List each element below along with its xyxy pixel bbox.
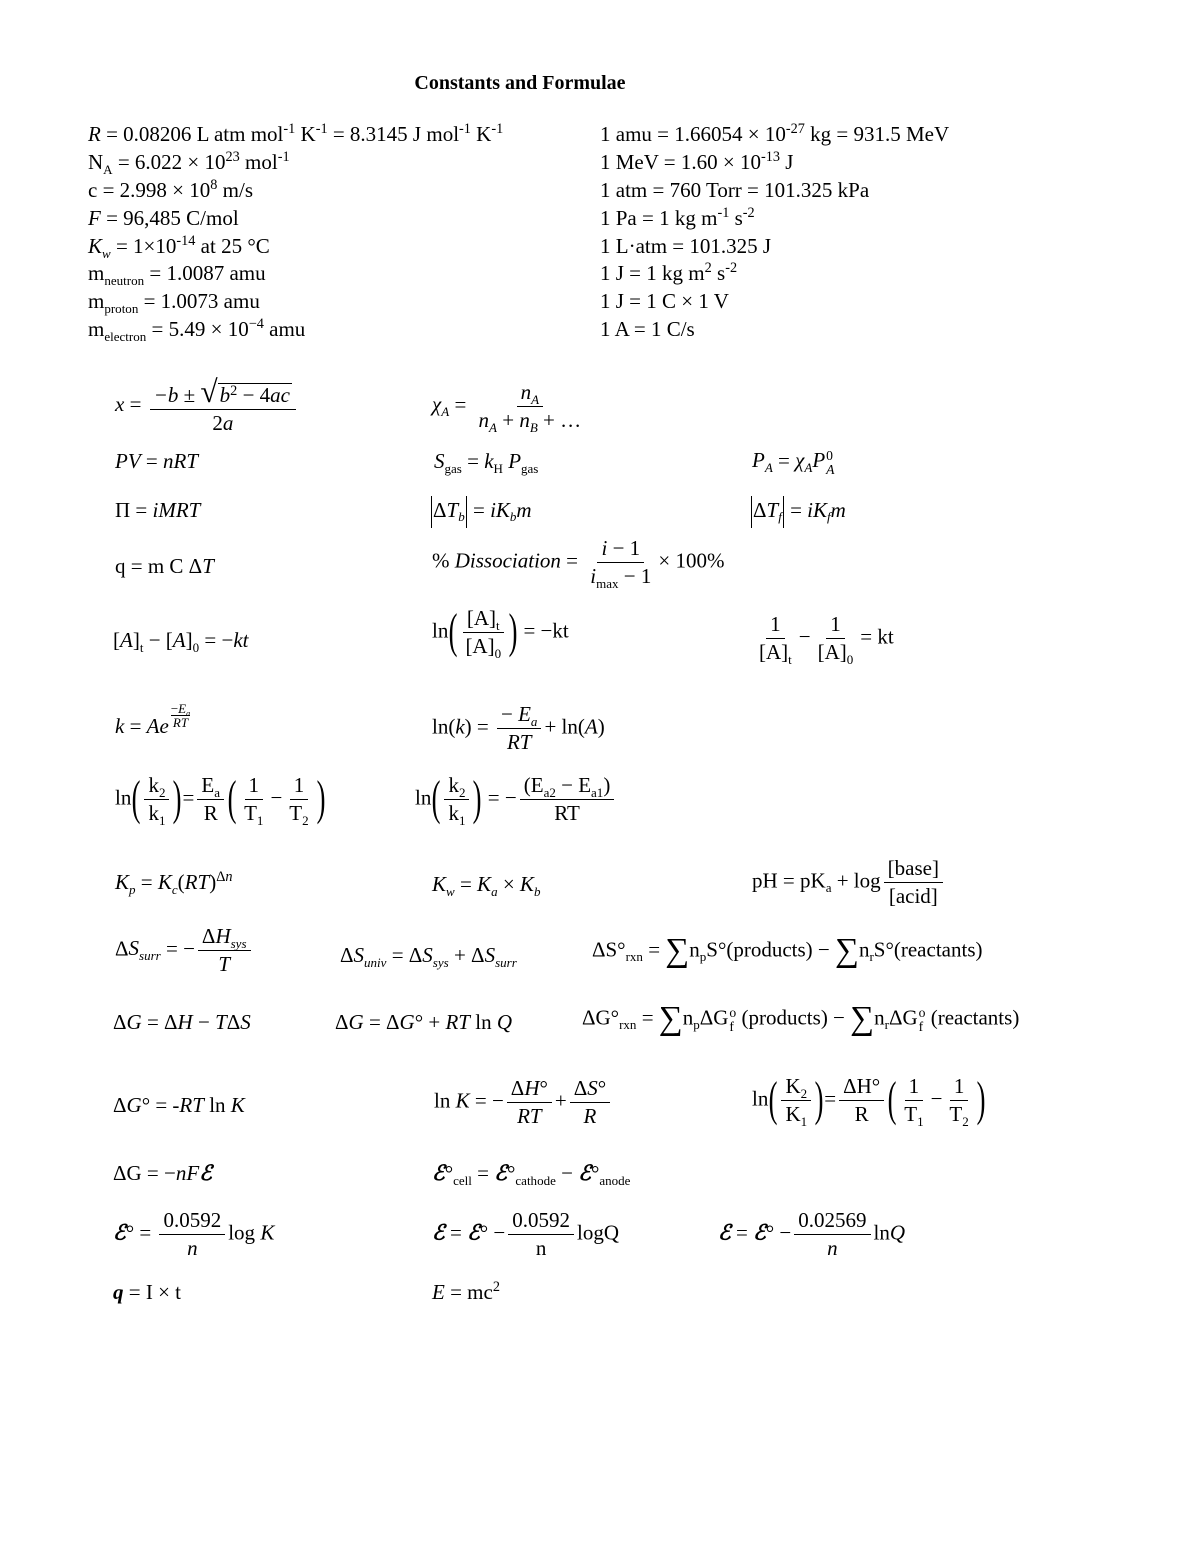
formula-two-point-arrhenius: ln( $\frac{k_2}{k_1}$ )= $\frac{E_a}{R}$ ( $\frac{1}{T_1}$ − $\frac{1}{T_2}$ ) (115, 772, 326, 828)
constant-proton-mass: $m_{proton} = 1.0073$ amu (88, 289, 260, 316)
formula-osmotic-pressure: Π = iMRT (115, 498, 201, 522)
formula-second-order: $\frac{1}{[A]_t}$ − $\frac{1}{[A]_0}$ = kt (759, 612, 894, 667)
formula-nernst-ln: ℰ = ℰ° − $\frac{0.02569}{n}$ lnQ (718, 1208, 906, 1260)
constant-kw: $K_w = 1\times 10^{-14}$ at 25 °C (88, 233, 270, 261)
constant-joule-cv: 1 J = 1 C × 1 V (600, 289, 729, 313)
formula-gibbs-k: ΔG° = -RT ln K (113, 1093, 245, 1117)
formula-van-t-hoff-two-point: ln( $\frac{K_2}{K_1}$ )= $\frac{\Delta H^\circ}{R}$ ( $\frac{1}{T_1}$ − $\frac{1}{T_2}$ ) (752, 1073, 986, 1129)
constant-joule: 1 J = 1 kg $m^2$ $s^{-2}$ (600, 260, 738, 285)
formula-heat: q = m C ΔT (115, 554, 214, 578)
formula-entropy-reaction: $\Delta S^\circ_{rxn}$ = $\sum n_pS^\circ(products)$ − $\sum n_rS^\circ(reactants)$ (592, 932, 983, 969)
formula-bp-elevation: $\Delta T_b = iK_bm$ (430, 496, 532, 528)
constant-mev: 1 MeV = $1.60 \times 10^{-13}$ J (600, 149, 794, 174)
page-title: Constants and Formulae (414, 72, 626, 94)
constant-avogadro: $N_A = 6.022 \times 10^{23}$ mol$^{-1}$ (88, 149, 290, 177)
formula-quadratic: x = −b ± √ $b^2 - 4ac$ 2a (115, 378, 299, 434)
formula-mass-energy: $E = mc^2$ (432, 1279, 500, 1304)
formula-fp-depression: $\Delta T_f = iK_fm$ (750, 496, 846, 528)
formula-nernst-log: ℰ = ℰ° − $\frac{0.0592}{n}$ logQ (432, 1208, 620, 1260)
constant-neutron-mass: $m_{neutron} = 1.0087$ amu (88, 261, 266, 288)
constant-amu: 1 amu = $1.66054 \times 10^{-27}$ kg = 931.5 MeV (600, 121, 950, 146)
formula-cell-potential: $ℰ^\circ_{cell}$ = $ℰ^\circ_{cathode}$ − $ℰ^\circ_{anode}$ (432, 1160, 631, 1188)
constant-pascal: 1 Pa = 1 kg $m^{-1}$ $s^{-2}$ (600, 205, 755, 230)
formula-ideal-gas: PV = nRT (115, 449, 199, 473)
formula-kp-kc: $K_p = K_c(RT)^{\Delta n}$ (115, 869, 233, 897)
formula-henrys-law: $S_{gas} = k_H$ $P_{gas}$ (434, 449, 539, 476)
formula-entropy-universe: $\Delta S_{univ} = \Delta S_{sys} + \Delta S_{surr}$ (340, 943, 517, 970)
formula-e-log-k: ℰ° = $\frac{0.0592}{n}$ log K (113, 1208, 275, 1260)
formula-gibbs-nfe: ΔG = −nFℰ (113, 1160, 212, 1185)
constant-electron-mass: $m_{electron} = 5.49 \times 10^{-4}$ amu (88, 316, 306, 344)
constant-l-atm: 1 L·atm = 101.325 J (600, 234, 772, 258)
constant-faraday: F = 96,485 C/mol (88, 206, 239, 230)
formula-gibbs-q: ΔG = ΔG° + RT ln Q (335, 1010, 512, 1034)
formula-henderson-hasselbalch: pH = $pK_a + \log$ $\frac{\text{[base]}}{\text{[acid]}}$ (752, 858, 946, 907)
formula-zero-order: $[A]_t - [A]_0 = -kt$ (113, 628, 249, 655)
formula-first-order: ln( $\frac{[A]_t}{[A]_0}$ ) = −kt (432, 605, 569, 661)
formula-percent-dissociation: % Dissociation = $\frac{i - 1}{i_{max} - 1}$ × 100% (432, 536, 725, 591)
formula-kw-ka-kb: $K_w = K_a \times K_b$ (432, 872, 541, 899)
formula-raoults-law: $P_A = \chi_AP$ 0 A (752, 448, 835, 477)
constant-ampere: 1 A = 1 C/s (600, 317, 695, 341)
constant-gas-constant: R = 0.08206 L atm mol$^{-1}$ $K^{-1} = 8.3145$ J mol$^{-1}$ $K^{-1}$ (88, 121, 504, 146)
formula-arrhenius-ln: ln(k) = $\frac{- E_a}{RT}$ + ln(A) (432, 702, 605, 754)
formula-van-t-hoff: ln K = − $\frac{\Delta H^\circ}{RT}$ + $\frac{\Delta S^\circ}{R}$ (434, 1078, 613, 1127)
formula-charge: q = I × t (113, 1280, 182, 1304)
formula-mole-fraction: $\chi_A$ = $\frac{n_A}{n_A + n_B + \dots}$ (432, 380, 582, 435)
constant-atm: 1 atm = 760 Torr = 101.325 kPa (600, 178, 870, 202)
formula-catalyst-effect: ln( $\frac{k_2}{k_1}$ ) = − $\frac{(E_{a2} - E_{a1})}{RT}$ (415, 775, 617, 824)
formula-gibbs-reaction: $\Delta G^\circ_{rxn} = \sum n_p\Delta G$ o f (products) − $\sum n_r\Delta G$ o f (reactants) (582, 1000, 1020, 1038)
formula-arrhenius: k = Ae $\frac{-E_a}{RT}$ (115, 701, 191, 738)
formula-entropy-surroundings: $\Delta S_{surr}$ = − $\frac{\Delta H_{sys}}{T}$ (115, 926, 254, 975)
constant-speed-of-light: $c = 2.998 \times 10^8$ m/s (88, 177, 253, 202)
formula-gibbs: ΔG = ΔH − TΔS (113, 1010, 251, 1034)
